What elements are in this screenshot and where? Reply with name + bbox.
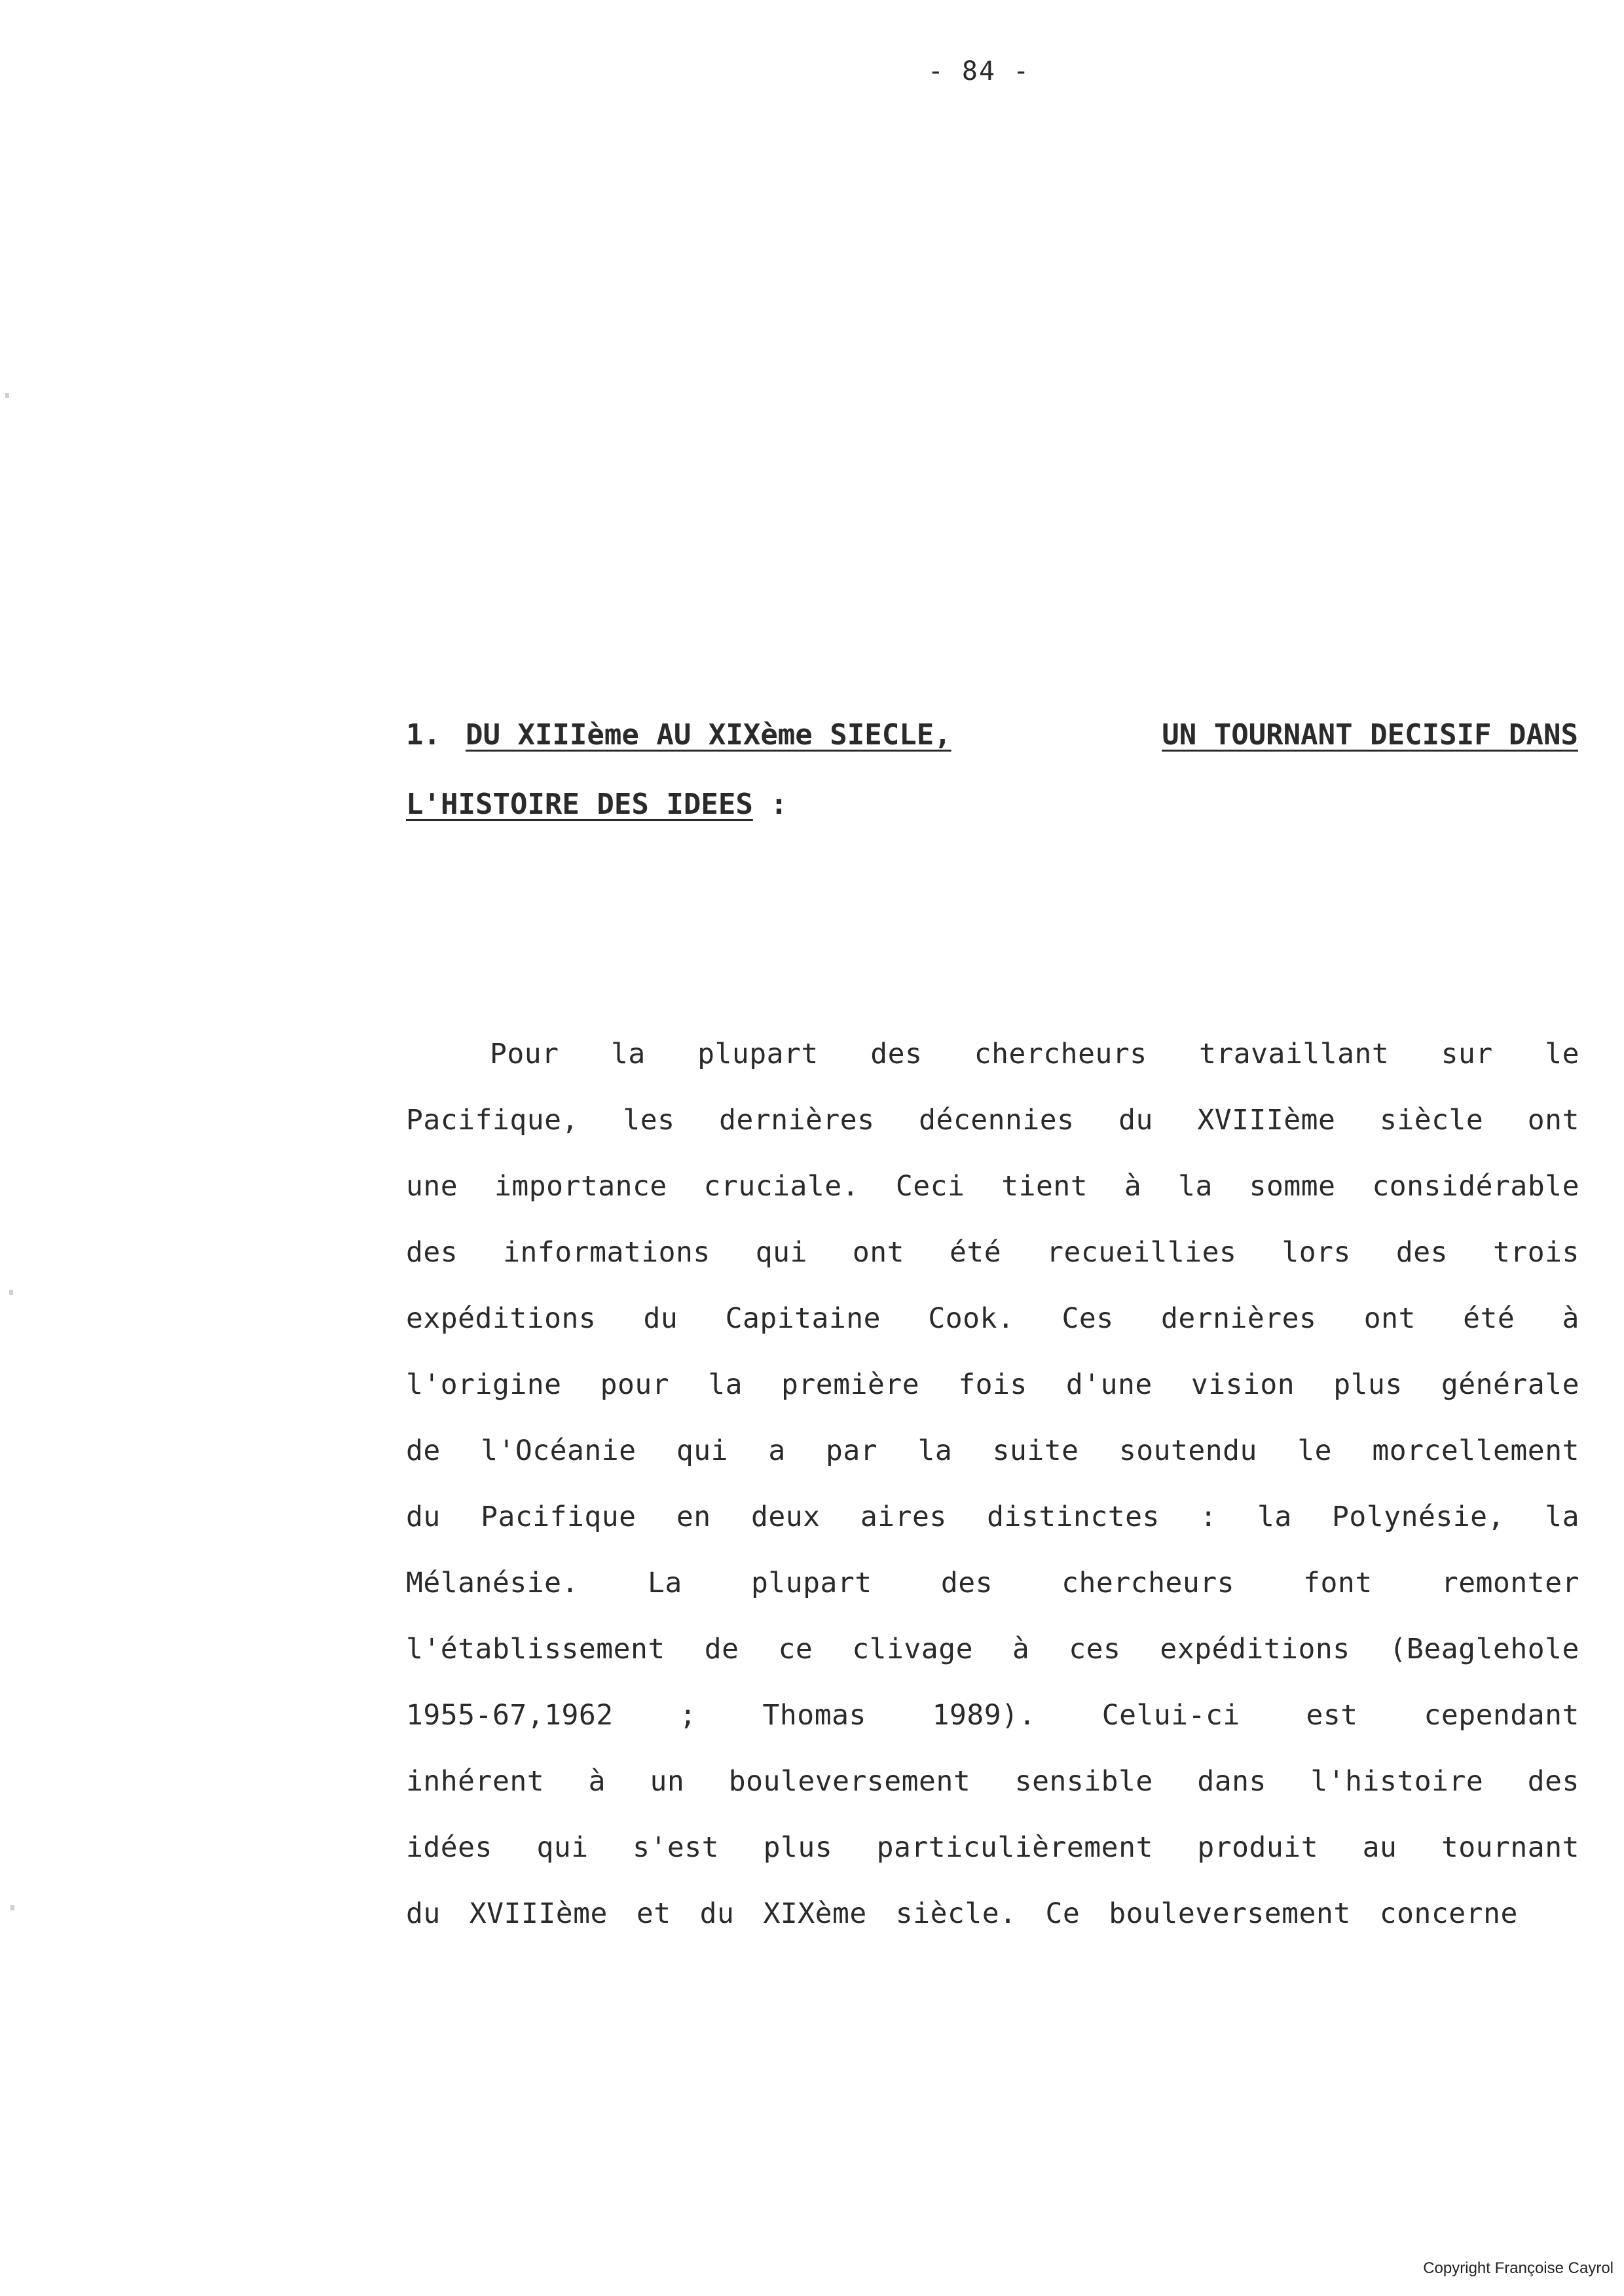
body-word: du [643, 1302, 678, 1335]
body-word: importance [494, 1170, 667, 1203]
heading-colon: : [752, 788, 788, 821]
body-word: vision [1190, 1368, 1295, 1401]
body-line [406, 1021, 1579, 1087]
body-word: Mélanésie. [406, 1567, 579, 1599]
body-word: les [623, 1104, 675, 1137]
body-word: et [636, 1897, 671, 1930]
body-word: bouleversement [728, 1765, 971, 1798]
body-word: plupart [750, 1567, 872, 1599]
body-word: la [1257, 1501, 1292, 1533]
body-line [406, 1087, 1579, 1154]
scan-speck [9, 1290, 13, 1295]
section-number: 1. [406, 718, 441, 752]
body-word: cruciale. [703, 1170, 860, 1203]
body-line [406, 1154, 1579, 1220]
body-word: ont [852, 1236, 905, 1269]
body-line [406, 1616, 1579, 1683]
copyright-notice: Copyright Françoise Cayrol [1423, 2259, 1614, 2277]
body-word: du [406, 1501, 441, 1533]
body-line [406, 1749, 1579, 1815]
body-word: inhérent [406, 1765, 545, 1798]
body-word: trois [1493, 1236, 1579, 1269]
body-line [406, 1484, 1579, 1550]
body-word: qui [676, 1434, 729, 1467]
body-word: l'Océanie [481, 1434, 637, 1467]
body-word: informations [503, 1236, 710, 1269]
body-word: recueillies [1046, 1236, 1237, 1269]
body-word: été [950, 1236, 1002, 1269]
body-word: idées [406, 1831, 492, 1864]
body-word: l'histoire [1310, 1765, 1484, 1798]
body-word: Ce [1045, 1897, 1080, 1930]
body-word: lors [1282, 1236, 1351, 1269]
body-word: qui [536, 1831, 589, 1864]
body-line [406, 1815, 1579, 1881]
body-word: bouleversement [1109, 1897, 1351, 1930]
body-word: 1989). [932, 1699, 1036, 1732]
body-word: aires [860, 1501, 947, 1533]
body-word: (Beaglehole [1389, 1633, 1579, 1666]
body-word: sur [1441, 1038, 1493, 1070]
body-word: la [1178, 1170, 1213, 1203]
body-word: XVIIIème [469, 1897, 608, 1930]
body-word: dernières [1160, 1302, 1317, 1335]
body-word: sensible [1014, 1765, 1153, 1798]
body-word: est [1306, 1699, 1358, 1732]
body-word: des [1395, 1236, 1449, 1269]
body-word: expéditions [406, 1302, 597, 1335]
body-word: font [1303, 1567, 1373, 1599]
heading-words-1: DU XIIIème AU XIXème SIECLE, [465, 718, 951, 752]
body-word: d'une [1065, 1368, 1153, 1401]
body-word: des [870, 1038, 923, 1070]
body-word: XIXème [763, 1897, 867, 1930]
body-word: fois [958, 1368, 1027, 1401]
body-word: cependant [1424, 1699, 1579, 1732]
body-word: Polynésie, [1332, 1501, 1505, 1533]
body-word: concerne [1379, 1897, 1518, 1930]
body-word: le [1297, 1434, 1333, 1467]
section-heading-line-1 [406, 701, 1578, 770]
body-word: ont [1363, 1302, 1416, 1335]
body-line [406, 1352, 1579, 1418]
body-word: Pacifique [481, 1501, 637, 1533]
body-word: plupart [697, 1038, 819, 1070]
body-word: du [406, 1897, 441, 1930]
body-word: travaillant [1199, 1038, 1390, 1070]
body-line [406, 1220, 1579, 1286]
body-word: pour [600, 1368, 670, 1401]
body-word: une [406, 1170, 458, 1203]
body-word: ce [778, 1633, 813, 1666]
body-word: Pacifique, [406, 1104, 579, 1137]
scan-speck [10, 1905, 14, 1910]
body-word: générale [1441, 1368, 1579, 1401]
body-word: au [1362, 1831, 1397, 1864]
body-word: plus [1333, 1368, 1403, 1401]
section-heading-line-2 [406, 770, 1578, 839]
body-line [406, 1683, 1579, 1749]
body-line [406, 1418, 1579, 1484]
body-word: du [1118, 1104, 1153, 1137]
body-word: en [676, 1501, 711, 1533]
body-word: le [1545, 1038, 1579, 1070]
body-word: s'est [633, 1831, 720, 1864]
body-word: de [704, 1633, 739, 1666]
body-word: considérable [1372, 1170, 1579, 1203]
body-word: Cook. [928, 1302, 1015, 1335]
body-word: à [588, 1765, 606, 1798]
body-word: été [1463, 1302, 1515, 1335]
body-word: siècle [1379, 1104, 1484, 1137]
body-line [406, 1550, 1579, 1616]
body-word: deux [750, 1501, 821, 1533]
body-paragraph [406, 1021, 1579, 1947]
body-word: à [1562, 1302, 1579, 1335]
body-word: chercheurs [974, 1038, 1147, 1070]
body-word: par [826, 1434, 878, 1467]
body-word: Celui-ci [1101, 1699, 1240, 1732]
body-word: Ceci [895, 1170, 965, 1203]
heading-title-part-1 [406, 701, 951, 770]
body-word: XVIIIème [1197, 1104, 1336, 1137]
body-word: un [650, 1765, 685, 1798]
body-word: de [406, 1434, 441, 1467]
body-word: somme [1249, 1170, 1336, 1203]
body-word: décennies [919, 1104, 1075, 1137]
body-word: à [1012, 1633, 1030, 1666]
body-word: la [1545, 1501, 1579, 1533]
body-word: la [917, 1434, 953, 1467]
body-word: dernières [719, 1104, 875, 1137]
body-word: la [610, 1038, 646, 1070]
body-word: l'origine [406, 1368, 562, 1401]
body-word: remonter [1441, 1567, 1579, 1599]
body-word: à [1124, 1170, 1142, 1203]
body-word: clivage [852, 1633, 973, 1666]
body-word: Capitaine [725, 1302, 881, 1335]
heading-words-2: UN TOURNANT DECISIF DANS [1162, 718, 1578, 752]
body-word: produit [1197, 1831, 1319, 1864]
body-word: tournant [1441, 1831, 1579, 1864]
body-word: qui [755, 1236, 807, 1269]
body-word: Pour [490, 1038, 559, 1070]
body-word: ; [679, 1699, 697, 1732]
body-word: des [940, 1567, 993, 1599]
body-word: Ces [1061, 1302, 1114, 1335]
body-word: l'établissement [406, 1633, 665, 1666]
body-word: : [1200, 1501, 1217, 1533]
body-word: première [781, 1368, 920, 1401]
body-word: des [406, 1236, 458, 1269]
section-heading [406, 701, 1578, 839]
body-word: soutendu [1118, 1434, 1257, 1467]
body-word: tient [1001, 1170, 1088, 1203]
body-word: Thomas [762, 1699, 866, 1732]
body-word: expéditions [1160, 1633, 1350, 1666]
body-word: du [699, 1897, 735, 1930]
scan-speck [5, 393, 9, 398]
body-word: la [708, 1368, 743, 1401]
body-word: chercheurs [1061, 1567, 1235, 1599]
body-word: suite [992, 1434, 1079, 1467]
body-word: La [648, 1567, 682, 1599]
body-word: plus [763, 1831, 833, 1864]
body-word: particulièrement [876, 1831, 1153, 1864]
body-word: siècle. [895, 1897, 1017, 1930]
body-word: a [768, 1434, 786, 1467]
page-number: - 84 - [927, 56, 1031, 86]
body-line [406, 1881, 1579, 1947]
body-word: dans [1197, 1765, 1266, 1798]
heading-words-3: L'HISTOIRE DES IDEES [406, 788, 753, 821]
body-word: des [1527, 1765, 1579, 1798]
body-word: distinctes [987, 1501, 1160, 1533]
body-word: morcellement [1372, 1434, 1579, 1467]
body-word: 1955-67,1962 [406, 1699, 614, 1732]
body-word: ont [1527, 1104, 1579, 1137]
body-word: ces [1069, 1633, 1121, 1666]
body-line [406, 1286, 1579, 1352]
